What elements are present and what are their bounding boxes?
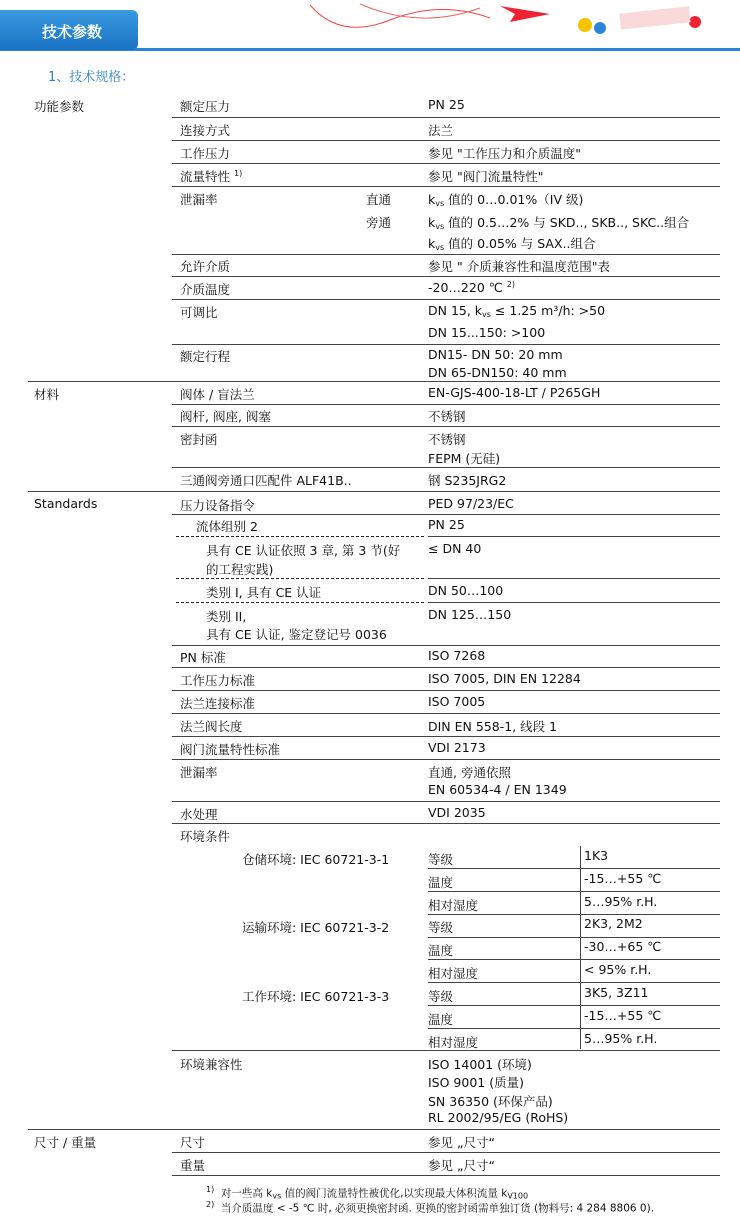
label-bypass-fitting: 三通阀旁通口匹配件 ALF41B.. [180, 473, 352, 488]
value-env-compat-4: RL 2002/95/EG (RoHS) [428, 1110, 569, 1125]
value-category-2: DN 125…150 [428, 607, 512, 622]
env-group-storage: 仓储环境: IEC 60721-3-1 [242, 852, 390, 867]
label-flange-standard: 法兰连接标准 [180, 696, 256, 711]
label-environment: 环境条件 [180, 829, 231, 844]
value-weight: 参见 „尺寸“ [428, 1158, 495, 1173]
value-category-1: DN 50…100 [428, 583, 504, 598]
value-gland-1: 不锈钢 [428, 432, 466, 447]
value-stroke-1: DN15- DN 50: 20 mm [428, 347, 563, 362]
label-stroke: 额定行程 [180, 349, 231, 364]
label-category-1: 类别 I, 具有 CE 认证 [206, 585, 322, 600]
env-row-label: 等级 [428, 920, 454, 935]
label-working-pressure: 工作压力 [180, 146, 231, 161]
value-env-compat-3: SN 36350 (环保产品) [428, 1094, 553, 1109]
label-category-2b: 具有 CE 认证, 鉴定登记号 0036 [206, 627, 387, 642]
label-media-temp: 介质温度 [180, 282, 231, 297]
value-length-standard: DIN EN 558-1, 线段 1 [428, 719, 558, 734]
label-category-2a: 类别 II, [206, 609, 247, 624]
value-flange-standard: ISO 7005 [428, 694, 486, 709]
value-leakage-bypass-1: $k_{vs}$ 值的 0.5…2% 与 SKD.., SKB.., SKC..组合 [428, 215, 690, 231]
label-rangeability: 可调比 [180, 305, 218, 320]
env-group-transport: 运输环境: IEC 60721-3-2 [242, 920, 390, 935]
value-size: 参见 „尺寸“ [428, 1135, 495, 1150]
value-fluid-group: PN 25 [428, 517, 465, 532]
value-pn-standard: ISO 7268 [428, 648, 486, 663]
section-label-standards: Standards [34, 496, 98, 511]
value-flow-characteristic: 参见 "阀门流量特性" [428, 169, 544, 184]
env-row-label: 温度 [428, 1012, 454, 1027]
value-gland-2: FEPM (无硅) [428, 451, 501, 466]
value-flow-standard: VDI 2173 [428, 740, 486, 755]
value-water-treatment: VDI 2035 [428, 805, 486, 820]
label-flow-standard: 阀门流量特性标准 [180, 742, 281, 757]
value-bypass-fitting: 钢 S235JRG2 [428, 473, 507, 488]
label-flow-characteristic: 流量特性 $^{1)}$ [180, 168, 243, 184]
value-body: EN-GJS-400-18-LT / P265GH [428, 385, 601, 400]
value-stroke-2: DN 65-DN150: 40 mm [428, 365, 567, 380]
footnote-2: $^{2)}$ 当介质温度 < -5 ℃ 时, 必须更换密封函. 更换的密封函需单独订货 (物料号: 4 284 8806 0). [206, 1200, 655, 1215]
env-group-operation: 工作环境: IEC 60721-3-3 [242, 989, 390, 1004]
value-leak-standard-2: EN 60534-4 / EN 1349 [428, 782, 567, 797]
section-label-dimensions: 尺寸 / 重量 [34, 1135, 97, 1150]
value-leakage-bypass-2: $k_{vs}$ 值的 0.05% 与 SAX..组合 [428, 236, 596, 252]
env-row-value: -15…+55 ℃ [584, 1008, 662, 1023]
section-tab-title: 技术参数 [42, 23, 103, 41]
env-row-value: -30…+65 ℃ [584, 939, 662, 954]
footnote-1: $^{1)}$ 对一些高 $k_{vs}$ 值的阀门流量特性被优化,以实现最大体积流量 $k_{V100}$ [206, 1185, 529, 1201]
value-leakage-through: $k_{vs}$ 值的 0…0.01%（IV 级) [428, 192, 584, 208]
env-row-value: -15…+55 ℃ [584, 871, 662, 886]
label-gland: 密封函 [180, 432, 218, 447]
value-wp-standard: ISO 7005, DIN EN 12284 [428, 671, 581, 686]
section-label-materials: 材料 [34, 387, 60, 402]
env-row-value: < 95% r.H. [584, 962, 652, 977]
value-rangeability-1: DN 15, $k_{vs} \le 1.25$ m³/h: >50 [428, 303, 606, 319]
label-wp-standard: 工作压力标准 [180, 673, 256, 688]
env-row-label: 温度 [428, 875, 454, 890]
section-tab [0, 10, 138, 50]
env-row-value: 2K3, 2M2 [584, 916, 643, 931]
label-leak-standard: 泄漏率 [180, 765, 218, 780]
label-water-treatment: 水处理 [180, 807, 218, 822]
decorative-illustration [300, 0, 740, 50]
env-row-label: 相对湿度 [428, 966, 479, 981]
env-row-label: 相对湿度 [428, 898, 479, 913]
label-body: 阀体 / 盲法兰 [180, 387, 255, 402]
label-weight: 重量 [180, 1158, 206, 1173]
value-ped: PED 97/23/EC [428, 496, 514, 511]
value-connection: 法兰 [428, 123, 454, 138]
header-banner [0, 0, 740, 56]
label-nominal-pressure: 额定压力 [180, 99, 231, 114]
value-working-pressure: 参见 "工作压力和介质温度" [428, 146, 581, 161]
label-size: 尺寸 [180, 1135, 206, 1150]
env-row-label: 等级 [428, 852, 454, 867]
label-ce-art3-1: 具有 CE 认证依照 3 章, 第 3 节(好 [206, 543, 401, 558]
label-pn-standard: PN 标准 [180, 650, 226, 665]
section-label-functional: 功能参数 [34, 99, 85, 114]
value-env-compat-1: ISO 14001 (环境) [428, 1057, 532, 1072]
label-stem: 阀杆, 阀座, 阀塞 [180, 409, 271, 424]
env-row-value: 5…95% r.H. [584, 1031, 658, 1046]
label-leakage-through: 直通 [366, 192, 392, 207]
value-nominal-pressure: PN 25 [428, 97, 465, 112]
env-row-value: 5…95% r.H. [584, 894, 658, 909]
value-media-temp: -20…220 ℃ $^{2)}$ [428, 280, 515, 296]
label-ce-art3-2: 的工程实践) [206, 562, 274, 577]
spec-heading: 1、技术规格： [48, 70, 135, 85]
label-leakage: 泄漏率 [180, 192, 218, 207]
label-fluid-group: 流体组别 2 [196, 519, 258, 534]
value-env-compat-2: ISO 9001 (质量) [428, 1075, 524, 1090]
label-media: 允许介质 [180, 259, 231, 274]
env-row-label: 温度 [428, 943, 454, 958]
value-rangeability-2: DN 15...150: >100 [428, 325, 546, 340]
value-stem: 不锈钢 [428, 409, 466, 424]
value-media: 参见 " 介质兼容性和温度范围"表 [428, 259, 610, 274]
env-row-label: 相对湿度 [428, 1035, 479, 1050]
value-ce-art3: ≤ DN 40 [428, 541, 482, 556]
value-leak-standard-1: 直通, 旁通依照 [428, 765, 511, 780]
label-leakage-bypass: 旁通 [366, 215, 392, 230]
label-length-standard: 法兰阀长度 [180, 719, 243, 734]
env-row-value: 1K3 [584, 848, 609, 863]
env-row-label: 等级 [428, 989, 454, 1004]
label-env-compat: 环境兼容性 [180, 1057, 243, 1072]
label-ped: 压力设备指令 [180, 498, 256, 513]
label-connection: 连接方式 [180, 123, 231, 138]
env-row-value: 3K5, 3Z11 [584, 985, 649, 1000]
